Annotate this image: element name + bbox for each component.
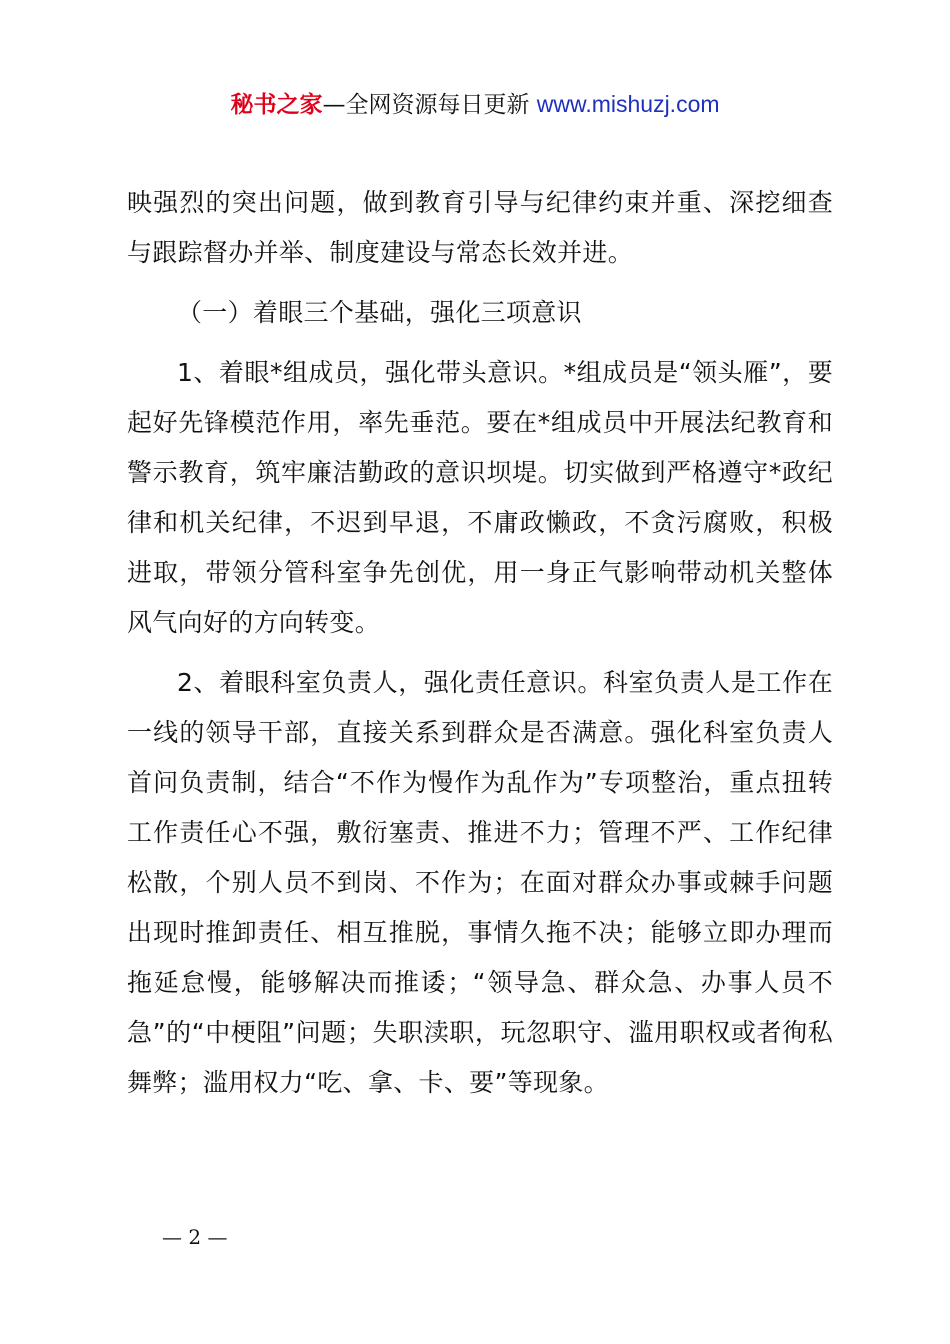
paragraph-item-2: 2、着眼科室负责人，强化责任意识。科室负责人是工作在一线的领导干部，直接关系到群众是否满意。强化科室负责人首问负责制，结合“不作为慢作为乱作为”专项整治，重点扭转工作责任心不强，敷衍塞责、推进不力；管理不严、工作纪律松散，个别人员不到岗、不作为；在面对群众办事或棘手问题出现时推卸责任、相互推脱，事情久拖不决；能够立即办理而拖延怠慢，能够解决而推诿；“领导急、群众急、办事人员不急”的“中梗阻”问题；失职渎职，玩忽职守、滥用职权或者徇私舞弊；滥用权力“吃、拿、卡、要”等现象。	[127, 668, 833, 1097]
section-heading: （一）着眼三个基础，强化三项意识	[177, 298, 582, 327]
page-number: — 2 —	[162, 1225, 228, 1249]
brand-name: 秘书之家	[230, 92, 323, 118]
paragraph-item-1: 1、着眼*组成员，强化带头意识。*组成员是“领头雁”，要起好先锋模范作用，率先垂范。要在*组成员中开展法纪教育和警示教育，筑牢廉洁勤政的意识坝堤。切实做到严格遵守*政纪律和机关纪律，不迟到早退，不庸政懒政，不贪污腐败，积极进取，带领分管科室争先创优，用一身正气影响带动机关整体风气向好的方向转变。	[127, 358, 833, 637]
site-header	[0, 88, 950, 121]
paragraph-continuation: 映强烈的突出问题，做到教育引导与纪律约束并重、深挖细查与跟踪督办并举、制度建设与常态长效并进。	[127, 188, 833, 267]
site-url-link[interactable]: www.mishuzj.com	[536, 91, 720, 117]
header-slogan: —全网资源每日更新	[322, 92, 537, 118]
document-body	[127, 178, 833, 1108]
